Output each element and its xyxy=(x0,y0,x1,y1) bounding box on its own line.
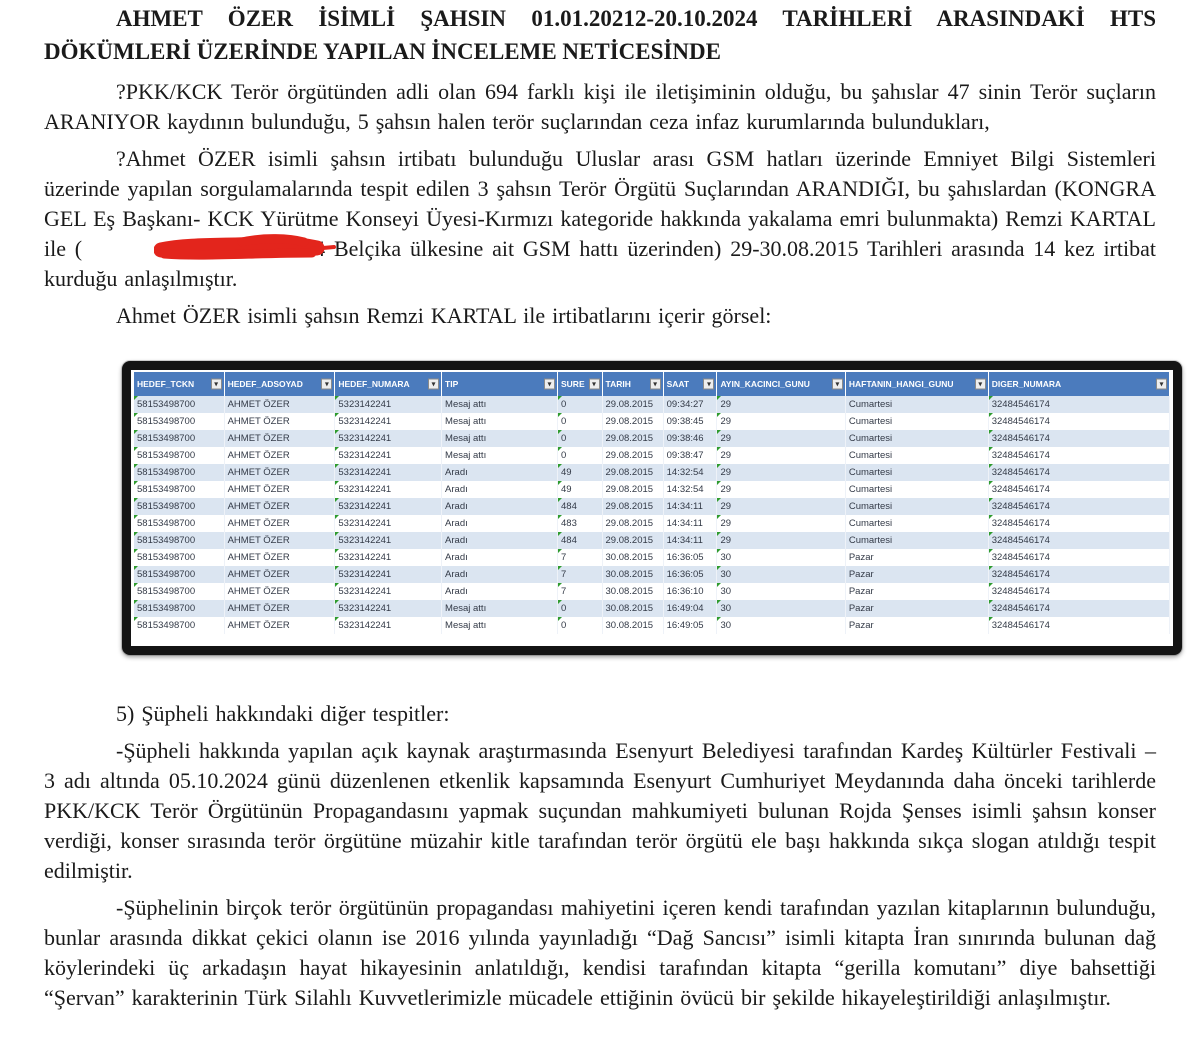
table-cell: 32484546174 xyxy=(988,481,1169,498)
table-cell: AHMET ÖZER xyxy=(224,532,335,549)
table-cell: 58153498700 xyxy=(134,498,224,515)
report-heading-line2: DÖKÜMLERİ ÜZERİNDE YAPILAN İNCELEME NETİCESİNDE xyxy=(44,39,721,64)
column-header-label: DIGER_NUMARA xyxy=(991,379,1062,389)
table-cell: 30.08.2015 xyxy=(602,549,663,566)
table-cell: 58153498700 xyxy=(134,447,224,464)
table-cell: Cumartesi xyxy=(845,498,988,515)
table-row xyxy=(134,532,1170,549)
table-cell: 29.08.2015 xyxy=(602,447,663,464)
table-cell: 32484546174 xyxy=(988,464,1169,481)
table-cell: 32484546174 xyxy=(988,396,1169,413)
table-cell: Aradı xyxy=(442,515,558,532)
paragraph-festival-finding: -Şüpheli hakkında yapılan açık kaynak araştırmasında Esenyurt Belediyesi tarafından Kardeş Kültürler Festivali – 3 adı altında 05.10.2024 günü düzenlenen etkenlik kapsamında Esenyurt Cumhuriyet Meydanında daha önceki tarihlerde PKK/KCK Terör Örgütünün Propagandasını yapmak suçundan mahkumiyeti bulunan Rojda Şenses isimli şahsın konser verdiği, konser sırasında terör örgütüne müzahir kitle tarafından terör örgütü ele başı hakkında sıkça slogan atıldığı tespit edilmiştir. xyxy=(44,738,1156,883)
table-cell: 5323142241 xyxy=(335,600,442,617)
table-row xyxy=(134,396,1170,413)
column-header-sure xyxy=(558,372,603,396)
paragraph-gsm-text-after: 4 Belçika ülkesine ait GSM hattı üzerinden) 29-30.08.2015 Tarihleri arasında 14 kez irtibat kurduğu anlaşılmıştır. xyxy=(44,236,1156,291)
autofilter-dropdown-icon: ▾ xyxy=(589,379,600,390)
paragraph-gsm-text-before: ?Ahmet ÖZER isimli şahsın irtibatı bulunduğu Uluslar arası GSM hatları üzerinde Emniyet Bilgi Sistemleri üzerinde yapılan sorgulamalarında tespit edilen 3 şahsın Terör Örgütü Suçlarından ARANDIĞI, bu şahıslardan (KONGRA GEL Eş Başkanı- KCK Yürütme Konseyi Üyesi-Kırmızı kategoride hakkında yakalama emri bulunmakta) Remzi KARTAL ile ( xyxy=(44,146,1156,261)
report-heading-line1: AHMET ÖZER İSİMLİ ŞAHSIN 01.01.20212-20.10.2024 TARİHLERİ ARASINDAKİ HTS xyxy=(116,6,1156,31)
table-cell: 32484546174 xyxy=(988,532,1169,549)
table-cell: 58153498700 xyxy=(134,430,224,447)
table-cell: 5323142241 xyxy=(335,617,442,634)
table-cell: 14:34:11 xyxy=(663,532,717,549)
column-header-label: HEDEF_TCKN xyxy=(137,379,195,389)
document-body xyxy=(0,2,1200,1013)
table-cell: 29.08.2015 xyxy=(602,430,663,447)
table-cell: 30 xyxy=(717,566,845,583)
table-cell: 49 xyxy=(558,464,603,481)
table-cell: 0 xyxy=(558,600,603,617)
autofilter-dropdown-icon: ▾ xyxy=(975,379,986,390)
table-cell: 32484546174 xyxy=(988,515,1169,532)
paragraph-pkk-findings: ?PKK/KCK Terör örgütünden adli olan 694 farklı kişi ile iletişiminin olduğu, bu şahıslar 47 sinin Terör suçların ARANIYOR kaydının bulunduğu, 5 şahsın halen terör suçlarından ceza infaz kurumlarında bulundukları, xyxy=(44,79,1156,134)
table-cell: 5323142241 xyxy=(335,532,442,549)
column-header-tip xyxy=(442,372,558,396)
table-cell: Pazar xyxy=(845,617,988,634)
table-cell: 7 xyxy=(558,549,603,566)
column-header-label: SURE xyxy=(561,379,585,389)
table-cell: Pazar xyxy=(845,583,988,600)
table-cell: 29.08.2015 xyxy=(602,464,663,481)
column-header-label: HEDEF_NUMARA xyxy=(338,379,410,389)
table-cell: 14:34:11 xyxy=(663,515,717,532)
table-cell: 32484546174 xyxy=(988,583,1169,600)
table-cell: Mesaj attı xyxy=(442,447,558,464)
table-cell: 29 xyxy=(717,515,845,532)
table-cell: 29.08.2015 xyxy=(602,413,663,430)
autofilter-dropdown-icon: ▾ xyxy=(1156,379,1167,390)
table-row xyxy=(134,549,1170,566)
table-cell: 30.08.2015 xyxy=(602,600,663,617)
table-cell: 32484546174 xyxy=(988,430,1169,447)
table-row xyxy=(134,464,1170,481)
table-cell: Pazar xyxy=(845,549,988,566)
table-cell: 16:49:04 xyxy=(663,600,717,617)
column-header-hedef_tckn xyxy=(134,372,224,396)
table-cell: 29 xyxy=(717,498,845,515)
table-cell: Cumartesi xyxy=(845,413,988,430)
table-cell: 58153498700 xyxy=(134,396,224,413)
table-cell: 0 xyxy=(558,413,603,430)
report-heading xyxy=(44,2,1156,68)
table-cell: 32484546174 xyxy=(988,617,1169,634)
table-row xyxy=(134,515,1170,532)
table-cell: 58153498700 xyxy=(134,532,224,549)
autofilter-dropdown-icon: ▾ xyxy=(544,379,555,390)
table-row xyxy=(134,481,1170,498)
table-cell: 5323142241 xyxy=(335,498,442,515)
hts-table-figure xyxy=(122,361,1182,655)
table-cell: Pazar xyxy=(845,566,988,583)
table-cell: 58153498700 xyxy=(134,600,224,617)
table-cell: 29.08.2015 xyxy=(602,396,663,413)
table-cell: 32484546174 xyxy=(988,549,1169,566)
column-header-label: TARIH xyxy=(605,379,631,389)
table-cell: 29 xyxy=(717,532,845,549)
table-cell: 5323142241 xyxy=(335,464,442,481)
table-cell: 29 xyxy=(717,396,845,413)
table-row xyxy=(134,600,1170,617)
paragraph-gsm-findings xyxy=(44,144,1156,294)
table-cell: AHMET ÖZER xyxy=(224,430,335,447)
column-header-ayin_kacinci_gunu xyxy=(717,372,845,396)
table-cell: 30 xyxy=(717,549,845,566)
table-cell: AHMET ÖZER xyxy=(224,464,335,481)
table-cell: 32484546174 xyxy=(988,447,1169,464)
table-cell: 30 xyxy=(717,600,845,617)
table-cell: 5323142241 xyxy=(335,413,442,430)
autofilter-dropdown-icon: ▾ xyxy=(428,379,439,390)
table-cell: Pazar xyxy=(845,600,988,617)
table-row xyxy=(134,413,1170,430)
table-cell: AHMET ÖZER xyxy=(224,413,335,430)
table-cell: 0 xyxy=(558,396,603,413)
table-cell: 7 xyxy=(558,566,603,583)
table-cell: 09:34:27 xyxy=(663,396,717,413)
hts-table xyxy=(134,372,1170,634)
table-cell: 58153498700 xyxy=(134,583,224,600)
table-cell: Aradı xyxy=(442,566,558,583)
redaction-scribble xyxy=(82,234,314,264)
table-cell: Cumartesi xyxy=(845,447,988,464)
table-cell: 30 xyxy=(717,617,845,634)
table-cell: 09:38:47 xyxy=(663,447,717,464)
table-cell: 0 xyxy=(558,430,603,447)
paragraph-book-finding: -Şüphelinin birçok terör örgütünün propagandası mahiyetini içeren kendi tarafından yazılan kitaplarının bulunduğu, bunlar arasında dikkat çekici olanın ise 2016 yılında yayınladığı “Dağ Sancısı” isimli kitapta İran sınırında bulunan dağ köylerindeki üç arkadaşın hayat hikayesinin anlatıldığı, kendisi tarafından kitapta “gerilla komutanı” diye bahsettiği “Şervan” karakterinin Türk Silahlı Kuvvetlerimizle mücadele ettiğinin övücü bir şekilde hikayeleştirildiği anlaşılmıştır. xyxy=(44,895,1156,1010)
table-cell: 58153498700 xyxy=(134,617,224,634)
table-cell: AHMET ÖZER xyxy=(224,617,335,634)
paragraph-visual-caption: Ahmet ÖZER isimli şahsın Remzi KARTAL ile irtibatlarını içerir görsel: xyxy=(116,303,772,328)
table-cell: Mesaj attı xyxy=(442,396,558,413)
table-cell: 5323142241 xyxy=(335,447,442,464)
table-cell: Aradı xyxy=(442,549,558,566)
table-cell: Mesaj attı xyxy=(442,617,558,634)
table-cell: Cumartesi xyxy=(845,481,988,498)
table-cell: 484 xyxy=(558,532,603,549)
table-cell: 16:49:05 xyxy=(663,617,717,634)
table-cell: 09:38:46 xyxy=(663,430,717,447)
table-cell: 29 xyxy=(717,413,845,430)
table-cell: 29 xyxy=(717,447,845,464)
table-cell: 14:32:54 xyxy=(663,481,717,498)
autofilter-dropdown-icon: ▾ xyxy=(211,379,222,390)
table-cell: Aradı xyxy=(442,532,558,549)
table-row xyxy=(134,447,1170,464)
table-cell: 0 xyxy=(558,447,603,464)
table-cell: 58153498700 xyxy=(134,481,224,498)
table-cell: Mesaj attı xyxy=(442,430,558,447)
autofilter-dropdown-icon: ▾ xyxy=(321,379,332,390)
table-cell: 5323142241 xyxy=(335,430,442,447)
table-cell: 32484546174 xyxy=(988,498,1169,515)
table-cell: Cumartesi xyxy=(845,396,988,413)
table-cell: AHMET ÖZER xyxy=(224,447,335,464)
table-cell: 30.08.2015 xyxy=(602,583,663,600)
table-cell: 30.08.2015 xyxy=(602,566,663,583)
table-cell: 29.08.2015 xyxy=(602,481,663,498)
column-header-label: AYIN_KACINCI_GUNU xyxy=(720,379,810,389)
table-row xyxy=(134,498,1170,515)
table-cell: Aradı xyxy=(442,464,558,481)
section-5-title: 5) Şüpheli hakkındaki diğer tespitler: xyxy=(116,701,450,726)
table-cell: 5323142241 xyxy=(335,566,442,583)
table-cell: AHMET ÖZER xyxy=(224,583,335,600)
table-cell: AHMET ÖZER xyxy=(224,481,335,498)
column-header-tarih xyxy=(602,372,663,396)
hts-table-body xyxy=(134,396,1170,634)
column-header-hedef_numara xyxy=(335,372,442,396)
autofilter-dropdown-icon: ▾ xyxy=(832,379,843,390)
table-cell: Mesaj attı xyxy=(442,600,558,617)
table-cell: 58153498700 xyxy=(134,549,224,566)
table-cell: Cumartesi xyxy=(845,464,988,481)
table-cell: 09:38:45 xyxy=(663,413,717,430)
column-header-label: SAAT xyxy=(666,379,690,389)
table-cell: AHMET ÖZER xyxy=(224,566,335,583)
table-cell: 30 xyxy=(717,583,845,600)
table-cell: 58153498700 xyxy=(134,464,224,481)
table-cell: AHMET ÖZER xyxy=(224,600,335,617)
table-cell: Aradı xyxy=(442,481,558,498)
table-cell: 29.08.2015 xyxy=(602,498,663,515)
table-cell: 29.08.2015 xyxy=(602,515,663,532)
column-header-label: HAFTANIN_HANGI_GUNU xyxy=(848,379,954,389)
table-cell: 5323142241 xyxy=(335,515,442,532)
table-cell: 30.08.2015 xyxy=(602,617,663,634)
table-cell: 58153498700 xyxy=(134,515,224,532)
table-cell: 29 xyxy=(717,430,845,447)
column-header-hedef_adsoyad xyxy=(224,372,335,396)
table-cell: AHMET ÖZER xyxy=(224,498,335,515)
table-cell: 58153498700 xyxy=(134,413,224,430)
table-cell: 29 xyxy=(717,481,845,498)
table-cell: Cumartesi xyxy=(845,430,988,447)
table-cell: AHMET ÖZER xyxy=(224,396,335,413)
table-cell: 16:36:10 xyxy=(663,583,717,600)
table-cell: 16:36:05 xyxy=(663,549,717,566)
table-cell: 5323142241 xyxy=(335,481,442,498)
hts-table-header-row xyxy=(134,372,1170,396)
column-header-label: TIP xyxy=(445,379,459,389)
table-row xyxy=(134,617,1170,634)
table-cell: Cumartesi xyxy=(845,532,988,549)
column-header-saat xyxy=(663,372,717,396)
table-cell: 5323142241 xyxy=(335,396,442,413)
table-cell: Cumartesi xyxy=(845,515,988,532)
table-cell: 32484546174 xyxy=(988,600,1169,617)
table-cell: 484 xyxy=(558,498,603,515)
table-cell: 5323142241 xyxy=(335,583,442,600)
table-cell: 16:36:05 xyxy=(663,566,717,583)
table-row xyxy=(134,430,1170,447)
table-cell: 29 xyxy=(717,464,845,481)
table-cell: Aradı xyxy=(442,583,558,600)
table-cell: 14:34:11 xyxy=(663,498,717,515)
table-cell: 7 xyxy=(558,583,603,600)
table-cell: 0 xyxy=(558,617,603,634)
table-cell: 49 xyxy=(558,481,603,498)
table-cell: 483 xyxy=(558,515,603,532)
column-header-haftanin_hangi_gunu xyxy=(845,372,988,396)
column-header-diger_numara xyxy=(988,372,1169,396)
table-row xyxy=(134,583,1170,600)
table-cell: 29.08.2015 xyxy=(602,532,663,549)
column-header-label: HEDEF_ADSOYAD xyxy=(227,379,303,389)
table-cell: 14:32:54 xyxy=(663,464,717,481)
autofilter-dropdown-icon: ▾ xyxy=(650,379,661,390)
table-cell: AHMET ÖZER xyxy=(224,515,335,532)
table-row xyxy=(134,566,1170,583)
autofilter-dropdown-icon: ▾ xyxy=(703,379,714,390)
table-cell: Aradı xyxy=(442,498,558,515)
table-cell: 32484546174 xyxy=(988,413,1169,430)
table-cell: 58153498700 xyxy=(134,566,224,583)
table-cell: Mesaj attı xyxy=(442,413,558,430)
table-cell: 32484546174 xyxy=(988,566,1169,583)
table-cell: AHMET ÖZER xyxy=(224,549,335,566)
table-cell: 5323142241 xyxy=(335,549,442,566)
